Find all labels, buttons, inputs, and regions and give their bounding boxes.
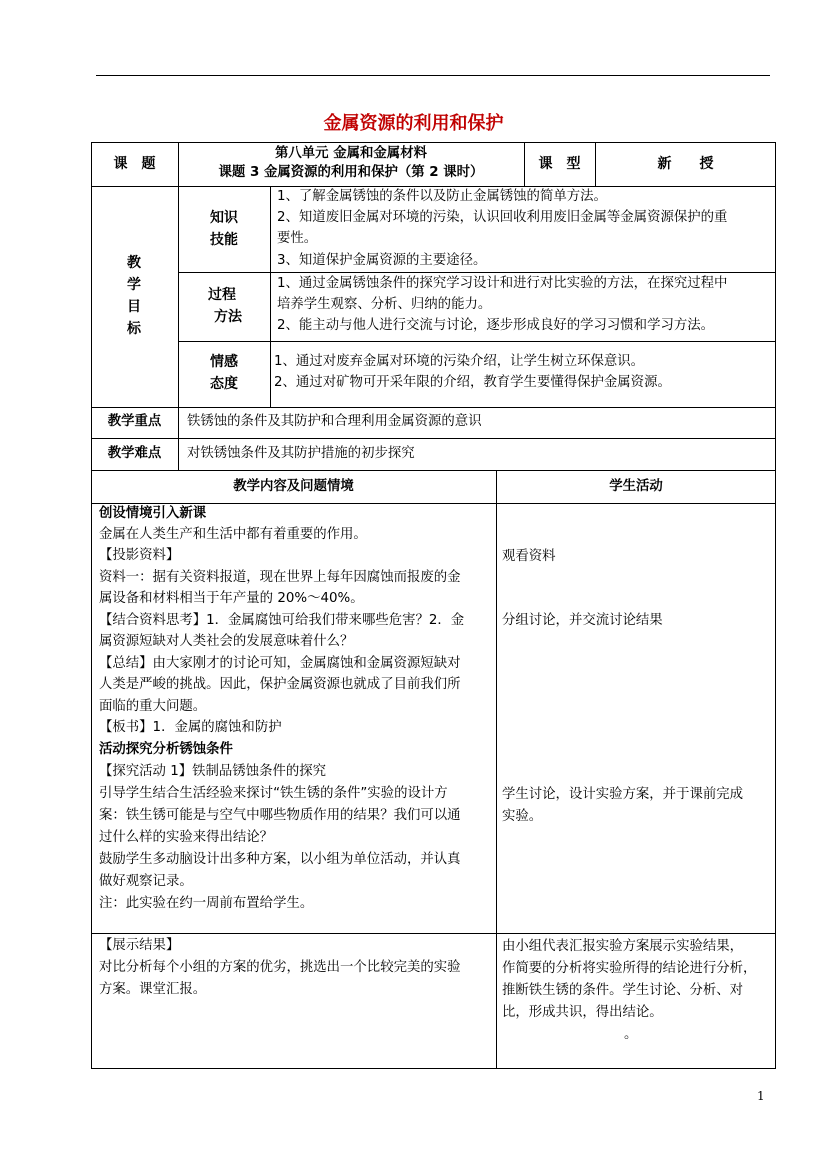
knowledge-label: 知识 [210,210,238,226]
content-line: 【结合资料思考】1．金属腐蚀可给我们带来哪些危害？2．金 [99,613,465,628]
content-line: 【探究活动 1】铁制品锈蚀条件的探究 [99,764,327,779]
emotion-line: 2、通过对矿物可开采年限的介绍，教育学生要懂得保护金属资源。 [274,375,671,390]
content-column-header: 教学内容及问题情境 [233,479,354,494]
result-activity-line: 作简要的分析将实验所得的结论进行分析， [502,961,757,976]
knowledge-line: 2、知道废旧金属对环境的污染，认识回收利用废旧金属等金属资源保护的重 [277,210,728,225]
difficulty-text: 对铁锈蚀条件及其防护措施的初步探究 [187,446,415,461]
type-value: 新 授 [657,156,714,172]
content-line: 鼓励学生多动脑设计出多种方案，以小组为单位活动，并认真 [99,852,461,867]
result-line: 方案。课堂汇报。 [99,982,207,997]
key-point-label: 教学重点 [107,414,162,429]
content-line: 活动探究分析锈蚀条件 [99,742,233,757]
activity-line: 分组讨论，并交流讨论结果 [502,613,663,628]
content-line: 创设情境引入新课 [99,506,207,521]
result-activity-line: 推断铁生锈的条件。学生讨论、分析、对 [502,983,744,998]
topic-label: 课 题 [113,156,156,172]
result-activity-line: 比，形成共识，得出结论。 [502,1005,663,1020]
content-line: 资料一：据有关资料报道，现在世界上每年因腐蚀而报废的金 [99,570,461,585]
knowledge-line: 3、知道保护金属资源的主要途径。 [277,253,487,268]
process-label: 过程 [208,287,236,303]
content-line: 金属在人类生产和生活中都有着重要的作用。 [99,527,367,542]
activity-column-header: 学生活动 [609,479,663,494]
process-line: 培养学生观察、分析、归纳的能力。 [277,297,492,312]
document-title: 金属资源的利用和保护 [323,113,504,134]
knowledge-line: 要性。 [277,231,318,246]
content-line: 案：铁生锈可能是与空气中哪些物质作用的结果？我们可以通 [99,808,461,823]
goals-label-char: 学 [127,277,141,293]
activity-line: 学生讨论，设计实验方案，并于课前完成 [502,787,744,802]
key-point-text: 铁锈蚀的条件及其防护和合理利用金属资源的意识 [187,414,482,429]
result-activity-line: 。 [624,1027,638,1042]
goals-label-char: 标 [127,321,141,337]
emotion-label: 态度 [210,376,238,392]
result-activity-line: 由小组代表汇报实验方案展示实验结果， [502,939,744,954]
process-line: 2、能主动与他人进行交流与讨论，逐步形成良好的学习习惯和学习方法。 [277,318,715,333]
unit-title: 第八单元 金属和金属材料 [275,146,427,161]
content-line: 引导学生结合生活经验来探讨“铁生锈的条件”实验的设计方 [99,786,448,801]
process-line: 1、通过金属锈蚀条件的探究学习设计和进行对比实验的方法，在探究过程中 [277,276,728,291]
content-line: 【板书】1．金属的腐蚀和防护 [99,720,282,735]
goals-label-char: 目 [127,299,141,315]
lesson-title: 课题 3 金属资源的利用和保护（第 2 课时） [218,165,484,180]
knowledge-label: 技能 [210,232,238,248]
difficulty-label: 教学难点 [107,446,162,461]
content-line: 注：此实验在约一周前布置给学生。 [99,896,314,911]
content-line: 过什么样的实验来得出结论？ [99,830,274,845]
content-line: 面临的重大问题。 [99,699,207,714]
process-label: 方法 [214,309,242,325]
result-line: 【展示结果】 [99,938,180,953]
content-line: 属资源短缺对人类社会的发展意味着什么？ [99,634,354,649]
page-number: 1 [757,1089,765,1103]
activity-line: 实验。 [502,809,543,824]
content-line: 【投影资料】 [99,548,180,563]
content-line: 【总结】由大家刚才的讨论可知，金属腐蚀和金属资源短缺对 [99,656,461,671]
knowledge-line: 1、了解金属锈蚀的条件以及防止金属锈蚀的简单方法。 [277,189,607,204]
header-rule [96,75,770,76]
goals-label-char: 教 [127,255,141,271]
content-line: 人类是严峻的挑战。因此，保护金属资源也就成了目前我们所 [99,677,461,692]
result-line: 对比分析每个小组的方案的优劣，挑选出一个比较完美的实验 [99,960,461,975]
emotion-line: 1、通过对废弃金属对环境的污染介绍，让学生树立环保意识。 [274,354,645,369]
type-label: 课 型 [538,156,581,172]
activity-line: 观看资料 [502,549,556,564]
content-line: 做好观察记录。 [99,874,193,889]
content-line: 属设备和材料相当于年产量的 20%～40%。 [99,591,364,606]
emotion-label: 情感 [210,354,238,370]
